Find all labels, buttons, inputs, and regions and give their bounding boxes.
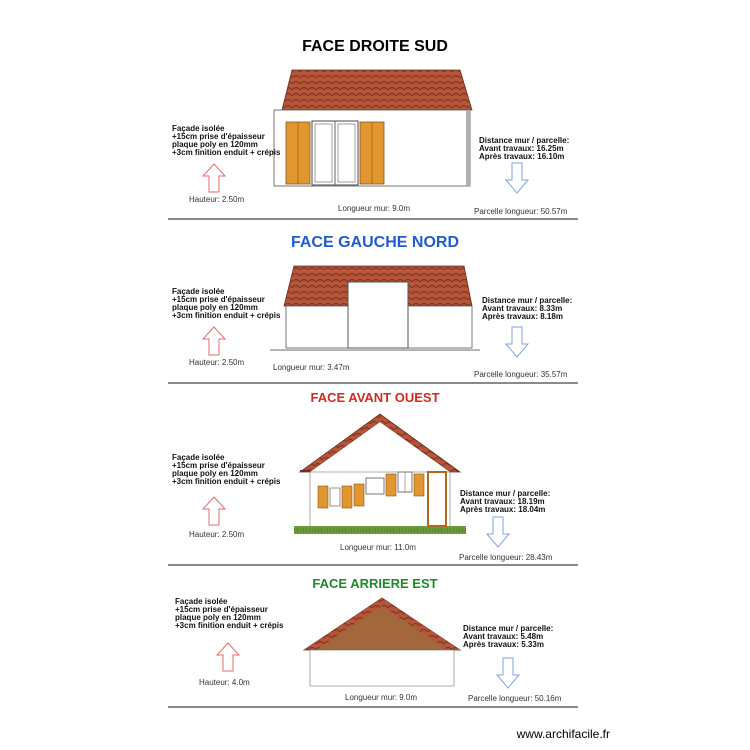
wall-length-label-ouest: Longueur mur: 11.0m — [340, 543, 416, 552]
arrow-down-icon — [486, 516, 510, 548]
ground-line — [168, 706, 578, 708]
insulation-note-ouest: Façade isolée +15cm prise d'épaisseur plaque poly en 120mm +3cm finition enduit + crépis — [172, 453, 281, 486]
distance-note-est: Distance mur / parcelle: Avant travaux: 5.48m Après travaux: 5.33m — [463, 624, 554, 649]
house-elevation-ouest — [290, 412, 470, 536]
arrow-up-icon — [202, 163, 226, 193]
wall-length-label-sud: Longueur mur: 9.0m — [338, 204, 411, 213]
ground-line — [168, 564, 578, 566]
distance-note-nord: Distance mur / parcelle: Avant travaux: 8.33m Après travaux: 8.18m — [482, 296, 573, 321]
arrow-down-icon — [505, 162, 529, 194]
arrow-up-icon — [202, 496, 226, 526]
credit-link[interactable]: www.archifacile.fr — [516, 727, 610, 741]
height-label-ouest: Hauteur: 2.50m — [189, 530, 245, 539]
arrow-up-icon — [202, 326, 226, 356]
arrow-down-icon — [505, 326, 529, 358]
arrow-down-icon — [496, 657, 520, 689]
ground-line — [168, 382, 578, 384]
wall-length-label-est: Longueur mur: 9.0m — [345, 693, 418, 702]
section-title-nord: FACE GAUCHE NORD — [290, 234, 459, 251]
section-title-ouest: FACE AVANT OUEST — [310, 390, 440, 405]
section-title-sud: FACE DROITE SUD — [302, 38, 448, 55]
insulation-note-nord: Façade isolée +15cm prise d'épaisseur plaque poly en 120mm +3cm finition enduit + crépis — [172, 287, 281, 320]
height-label-sud: Hauteur: 2.50m — [189, 195, 245, 204]
parcel-length-label-est: Parcelle longueur: 50.16m — [468, 694, 562, 703]
parcel-length-label-sud: Parcelle longueur: 50.57m — [474, 207, 568, 216]
parcel-length-label-ouest: Parcelle longueur: 28.43m — [459, 553, 553, 562]
parcel-length-label-nord: Parcelle longueur: 35.57m — [474, 370, 568, 379]
ground-line — [168, 218, 578, 220]
height-label-nord: Hauteur: 2.50m — [189, 358, 245, 367]
wall-length-label-nord: Longueur mur: 3.47m — [273, 363, 350, 372]
insulation-note-sud: Façade isolée +15cm prise d'épaisseur plaque poly en 120mm +3cm finition enduit + crépis — [172, 124, 281, 157]
house-elevation-est — [300, 596, 464, 688]
insulation-note-est: Façade isolée +15cm prise d'épaisseur plaque poly en 120mm +3cm finition enduit + crépis — [175, 597, 284, 630]
house-elevation-nord — [268, 264, 482, 358]
distance-note-sud: Distance mur / parcelle: Avant travaux: 16.25m Après travaux: 16.10m — [479, 136, 570, 161]
arrow-up-icon — [216, 642, 240, 672]
section-title-est: FACE ARRIERE EST — [312, 576, 438, 591]
house-elevation-sud — [260, 66, 490, 196]
height-label-est: Hauteur: 4.0m — [199, 678, 250, 687]
distance-note-ouest: Distance mur / parcelle: Avant travaux: 18.19m Après travaux: 18.04m — [460, 489, 551, 514]
